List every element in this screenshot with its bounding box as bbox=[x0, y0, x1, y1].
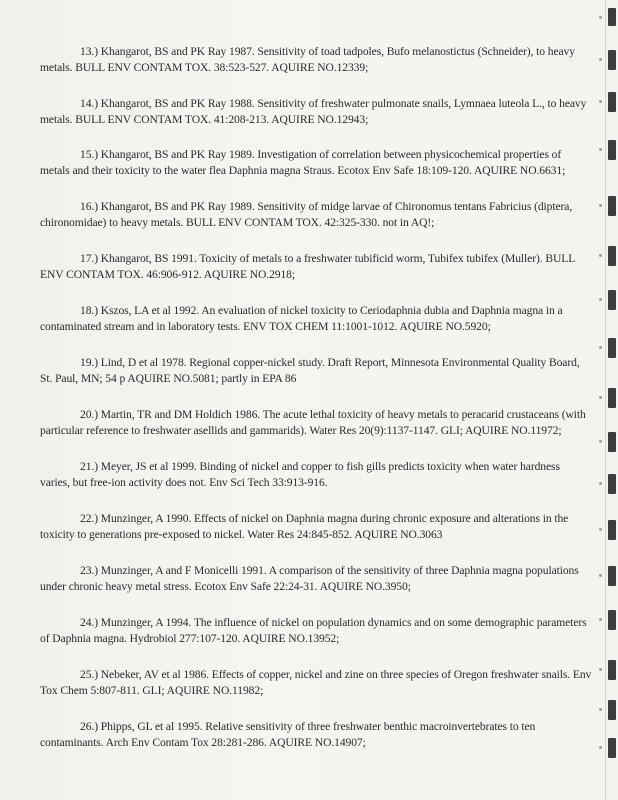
binding-mark bbox=[608, 140, 616, 160]
binding-edge-line bbox=[605, 0, 606, 800]
reference-22: 22.) Munzinger, A 1990. Effects of nickel on Daphnia magna during chronic exposure and alterations in the toxicity to generations pre-exposed to nickel. Water Res 24:845-852. AQUIRE NO.3063 bbox=[40, 512, 569, 541]
binding-hole bbox=[599, 254, 602, 257]
binding-mark bbox=[608, 432, 616, 452]
reference-19: 19.) Lind, D et al 1978. Regional copper-nickel study. Draft Report, Minnesota Environmental Quality Board, St. Paul, MN; 54 p AQUIRE NO.5081; partly in EPA 86 bbox=[40, 356, 580, 385]
binding-mark bbox=[608, 338, 616, 358]
binding-hole bbox=[599, 618, 602, 621]
reference-20: 20.) Martin, TR and DM Holdich 1986. The acute lethal toxicity of heavy metals to peracarid crustaceans (with particular reference to freshwater asellids and gammarids). Water Res 20(9):1137-1147. GLI; AQUIRE NO.11972; bbox=[40, 408, 586, 437]
binding-mark bbox=[608, 196, 616, 216]
reference-25: 25.) Nebeker, AV et al 1986. Effects of copper, nickel and zine on three species of Oregon freshwater snails. Env Tox Chem 5:807-811. GLI; AQUIRE NO.11982; bbox=[40, 668, 592, 697]
binding-mark bbox=[608, 610, 616, 630]
binding-mark bbox=[608, 92, 616, 112]
reference-17: 17.) Khangarot, BS 1991. Toxicity of metals to a freshwater tubificid worm, Tubifex tubifex (Muller). BULL ENV CONTAM TOX. 46:906-912. AQUIRE NO.2918; bbox=[40, 252, 575, 281]
binding-mark bbox=[608, 566, 616, 586]
binding-mark bbox=[608, 388, 616, 408]
reference-13: 13.) Khangarot, BS and PK Ray 1987. Sensitivity of toad tadpoles, Bufo melanostictus (Schneider), to heavy metals. BULL ENV CONTAM TOX. 38:523-527. AQUIRE NO.12339; bbox=[40, 45, 575, 74]
binding-hole bbox=[599, 440, 602, 443]
binding-hole bbox=[599, 58, 602, 61]
reference-24: 24.) Munzinger, A 1994. The influence of nickel on population dynamics and on some demographic parameters of Daphnia magna. Hydrobiol 277:107-120. AQUIRE NO.13952; bbox=[40, 616, 587, 645]
binding-hole bbox=[599, 746, 602, 749]
reference-26: 26.) Phipps, GL et al 1995. Relative sensitivity of three freshwater benthic macroinvertebrates to ten contaminants. Arch Env Contam Tox 28:281-286. AQUIRE NO.14907; bbox=[40, 720, 536, 749]
binding-mark bbox=[608, 8, 616, 26]
binding-mark bbox=[608, 290, 616, 310]
reference-18: 18.) Kszos, LA et al 1992. An evaluation of nickel toxicity to Ceriodaphnia dubia and Daphnia magna in a contaminated stream and in laboratory tests. ENV TOX CHEM 11:1001-1012. AQUIRE NO.5920; bbox=[40, 304, 563, 333]
reference-23: 23.) Munzinger, A and F Monicelli 1991. A comparison of the sensitivity of three Daphnia magna populations under chronic heavy metal stress. Ecotox Env Safe 22:24-31. AQUIRE NO.3950; bbox=[40, 564, 579, 593]
binding-hole bbox=[599, 396, 602, 399]
binding-mark bbox=[608, 50, 616, 70]
binding-hole bbox=[599, 16, 602, 19]
binding-mark bbox=[608, 700, 616, 720]
binding-hole bbox=[599, 482, 602, 485]
spiral-binding-edge bbox=[592, 0, 618, 800]
reference-15: 15.) Khangarot, BS and PK Ray 1989. Investigation of correlation between physicochemical properties of metals and their toxicity to the water flea Daphnia magna Straus. Ecotox Env Safe 18:109-120. AQUIRE NO.6631; bbox=[40, 148, 566, 177]
binding-mark bbox=[608, 246, 616, 266]
reference-16: 16.) Khangarot, BS and PK Ray 1989. Sensitivity of midge larvae of Chironomus tentans Fabricius (diptera, chironomidae) to heavy metals. BULL ENV CONTAM TOX. 42:325-330. not in AQ!; bbox=[40, 200, 573, 229]
binding-hole bbox=[599, 574, 602, 577]
binding-hole bbox=[599, 148, 602, 151]
binding-hole bbox=[599, 346, 602, 349]
binding-hole bbox=[599, 668, 602, 671]
binding-hole bbox=[599, 204, 602, 207]
reference-list bbox=[40, 44, 592, 771]
binding-hole bbox=[599, 708, 602, 711]
binding-hole bbox=[599, 100, 602, 103]
binding-mark bbox=[608, 474, 616, 494]
binding-mark bbox=[608, 660, 616, 680]
binding-mark bbox=[608, 520, 616, 540]
binding-mark bbox=[608, 738, 616, 758]
reference-21: 21.) Meyer, JS et al 1999. Binding of nickel and copper to fish gills predicts toxicity when water hardness varies, but free-ion activity does not. Env Sci Tech 33:913-916. bbox=[40, 460, 560, 489]
reference-14: 14.) Khangarot, BS and PK Ray 1988. Sensitivity of freshwater pulmonate snails, Lymnaea luteola L., to heavy metals. BULL ENV CONTAM TOX. 41:208-213. AQUIRE NO.12943; bbox=[40, 97, 587, 126]
binding-hole bbox=[599, 298, 602, 301]
binding-hole bbox=[599, 528, 602, 531]
